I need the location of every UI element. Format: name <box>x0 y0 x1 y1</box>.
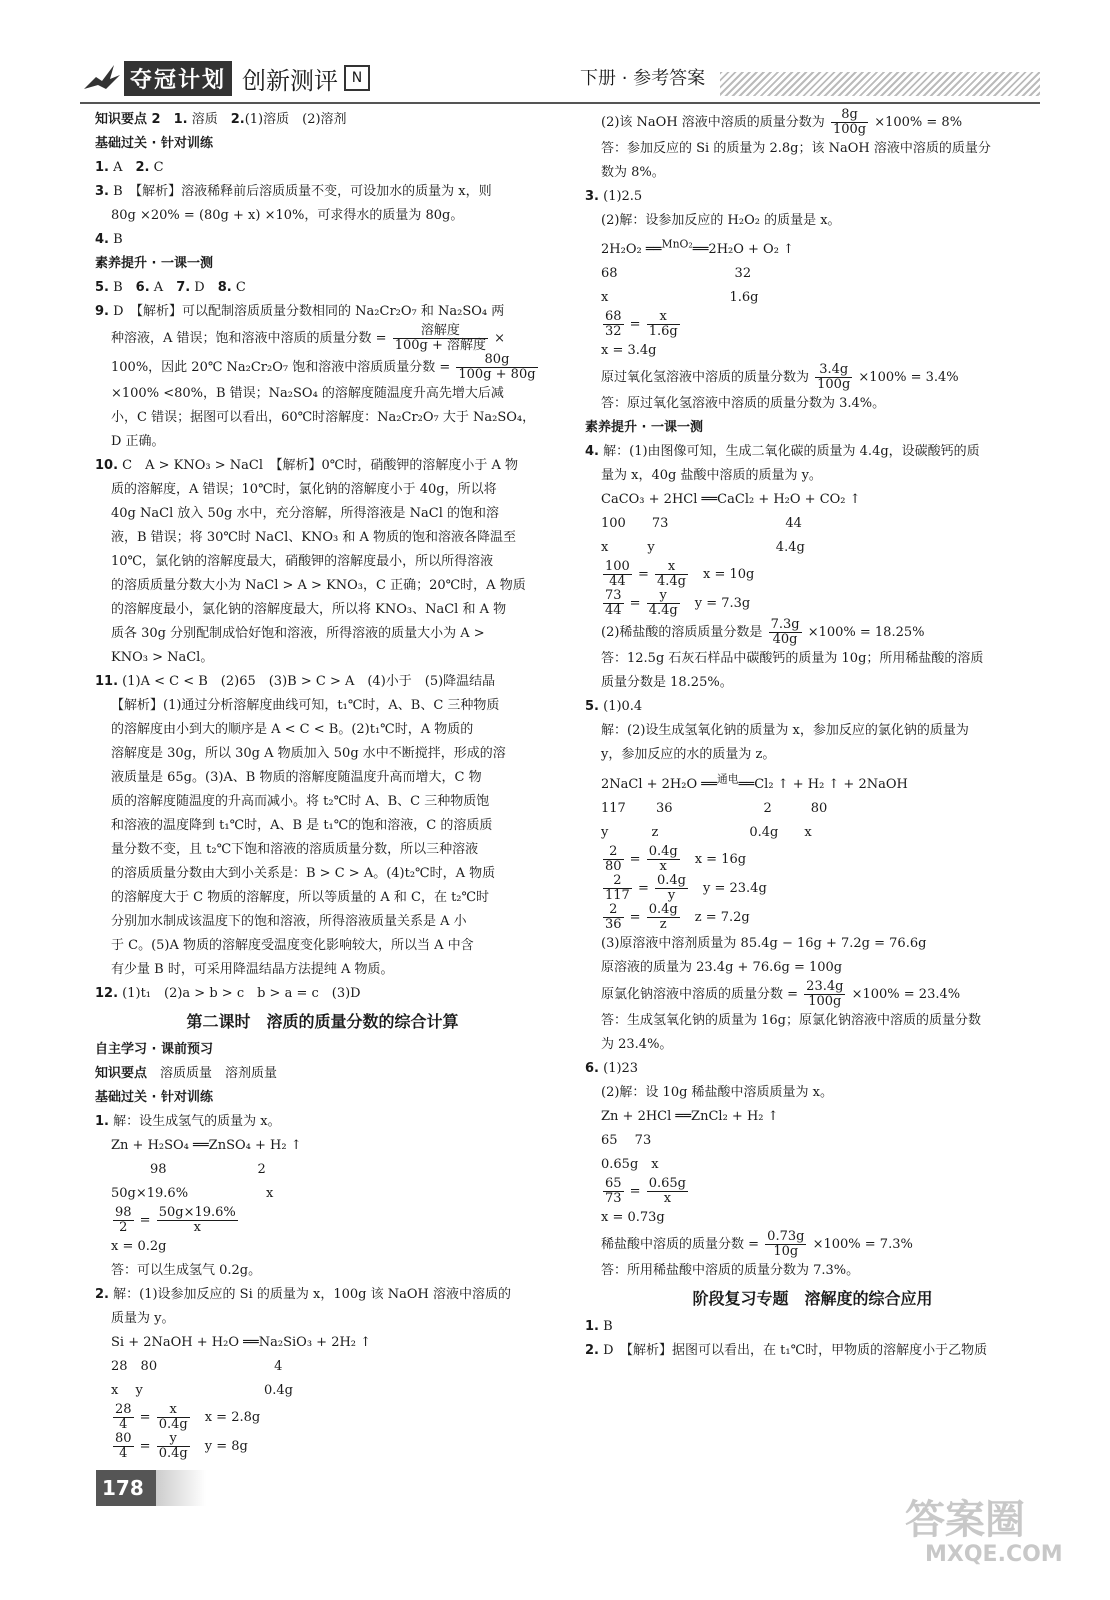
left-text-line: 12. (1)t₁ (2)a > b > c b > a = c (3)D <box>95 986 361 1001</box>
right-text-line: 质量分数是 18.25%。 <box>601 675 733 691</box>
right-text-line: (2)解：设 10g 稀盐酸中溶质质量为 x。 <box>601 1084 834 1100</box>
left-text-line: 28 80 4 <box>111 1359 283 1374</box>
right-text-line: 65 73 <box>601 1132 652 1148</box>
left-text-line: 知识要点 2 1. 溶质 2.(1)溶质 (2)溶剂 <box>95 112 347 127</box>
header-decoration <box>720 72 1040 96</box>
left-text-line: 10. C A > KNO₃ > NaCl 【解析】0℃时，硝酸钾的溶解度小于 A 物 <box>95 458 518 473</box>
left-text-line: 40g NaCl 放入 50g 水中，充分溶解，所得溶液是 NaCl 的饱和溶 <box>111 506 499 521</box>
left-text-line: Zn + H₂SO₄ ══ZnSO₄ + H₂ ↑ <box>111 1138 302 1153</box>
right-text-line: 5. (1)0.4 <box>585 699 643 715</box>
logo-subtitle: 创新测评 <box>242 66 339 95</box>
right-text-line: x y 4.4g <box>601 540 805 556</box>
right-text-line: (2)解：设参加反应的 H₂O₂ 的质量是 x。 <box>601 213 841 228</box>
logo-badge: N <box>344 65 370 91</box>
right-text-line: 答：所用稀盐酸中溶质的质量分数为 7.3%。 <box>601 1262 860 1278</box>
left-text-line: x = 0.2g <box>111 1239 167 1254</box>
right-text-line: 稀盐酸中溶质的质量分数 = $\frac{0.73g}{10g}$ ×100% = 7.3% <box>601 1228 913 1259</box>
right-text-line: 答：参加反应的 Si 的质量为 2.8g；该 NaOH 溶液中溶质的质量分 <box>601 141 991 156</box>
left-text-line: Si + 2NaOH + H₂O ══Na₂SiO₃ + 2H₂ ↑ <box>111 1335 372 1350</box>
left-text-line: 有少量 B 时，可采用降温结晶方法提纯 A 物质。 <box>111 962 394 977</box>
right-text-line: 68 32 <box>601 266 752 282</box>
right-text-line: 原氯化钠溶液中溶质的质量分数 = $\frac{23.4g}{100g}$ ×100% = 23.4% <box>601 978 961 1009</box>
left-text-line: $\frac{98}{2}$ = $\frac{50g\times 19.6\%}{x}$ <box>115 1205 236 1235</box>
left-text-line: 5. B 6. A 7. D 8. C <box>95 280 246 295</box>
watermark-url: MXQE.COM <box>925 1542 1063 1567</box>
right-text-line: $\frac{2}{117}$ = $\frac{0.4g}{y}$ y = 23.4g <box>605 872 767 903</box>
left-text-line: 第二课时 溶质的质量分数的综合计算 <box>186 1012 459 1031</box>
left-text-line: $\frac{80}{4}$ = $\frac{y}{0.4g}$ y = 8g <box>115 1431 248 1461</box>
right-column <box>585 108 1040 1363</box>
right-text-line: 0.65g x <box>601 1156 659 1172</box>
left-text-line: 质量为 y。 <box>111 1311 175 1326</box>
left-text-line: 质的溶解度，A 错误；10℃时，氯化钠的溶解度小于 40g，所以将 <box>111 482 497 497</box>
left-text-line: 2. 解：(1)设参加反应的 Si 的质量为 x，100g 该 NaOH 溶液中溶质的 <box>95 1287 511 1302</box>
right-text-line: 为 23.4%。 <box>601 1036 673 1052</box>
right-text-line: 117 36 2 80 <box>601 800 828 816</box>
brand-logo <box>80 56 370 100</box>
left-text-line: 【解析】(1)通过分析溶解度曲线可知，t₁℃时，A、B、C 三种物质 <box>111 698 500 713</box>
logo-text: 夺冠计划 <box>124 61 232 96</box>
right-text-line: 素养提升 · 一课一测 <box>585 420 703 436</box>
right-text-line: 1. B <box>585 1318 613 1334</box>
runner-logo-icon <box>80 59 122 97</box>
left-text-line: 1. A 2. C <box>95 160 164 175</box>
left-text-line: D 正确。 <box>111 434 165 449</box>
right-text-line: (3)原溶液中溶剂质量为 85.4g − 16g + 7.2g = 76.6g <box>601 935 927 951</box>
right-text-line: 答：12.5g 石灰石样品中碳酸钙的质量为 10g；所用稀盐酸的溶质 <box>601 651 984 667</box>
right-text-line: $\frac{100}{44}$ = $\frac{x}{4.4g}$ x = 10g <box>605 559 755 590</box>
right-text-line: 解：(2)设生成氢氧化钠的质量为 x，参加反应的氯化钠的质量为 <box>601 723 969 739</box>
right-text-line: CaCO₃ + 2HCl ══CaCl₂ + H₂O + CO₂ ↑ <box>601 492 861 508</box>
left-text-line: 的溶质质量分数由大到小关系是：B > C > A。(4)t₂℃时，A 物质 <box>111 866 496 881</box>
right-text-line: x = 0.73g <box>601 1209 665 1225</box>
section-title: 下册 · 参考答案 <box>580 68 706 89</box>
left-text-line: 液质量是 65g。(3)A、B 物质的溶解度随温度升高而增大，C 物 <box>111 770 482 785</box>
page-header <box>80 56 1040 104</box>
left-column <box>95 108 550 1461</box>
left-text-line: 自主学习 · 课前预习 <box>95 1042 213 1057</box>
right-text-line: 4. 解：(1)由图像可知，生成二氧化碳的质量为 4.4g，设碳酸钙的质 <box>585 444 980 460</box>
left-text-line: 98 2 <box>111 1162 266 1177</box>
left-text-line: 质各 30g 分别配制成恰好饱和溶液，所得溶液的质量大小为 A > <box>111 626 485 641</box>
left-text-line: 100%，因此 20℃ Na₂Cr₂O₇ 饱和溶液中溶质质量分数 = $\frac{80g}{100g + 80g}$ <box>111 352 536 382</box>
left-text-line: 液，B 错误；将 30℃时 NaCl、KNO₃ 和 A 物质的饱和溶液各降温至 <box>111 530 517 545</box>
right-text-line: 3. (1)2.5 <box>585 189 643 204</box>
right-text-line: (2)该 NaOH 溶液中溶质的质量分数为 $\frac{8g}{100g}$ ×100% = 8% <box>601 107 963 137</box>
left-text-line: 的溶质质量分数大小为 NaCl > A > KNO₃，C 正确；20℃时，A 物质 <box>111 578 526 593</box>
left-text-line: 3. B 【解析】溶液稀释前后溶质质量不变，可设加水的质量为 x，则 <box>95 184 492 199</box>
left-text-line: 知识要点 溶质质量 溶剂质量 <box>95 1066 278 1081</box>
left-text-line: ×100% <80%，B 错误；Na₂SO₄ 的溶解度随温度升高先增大后减 <box>111 386 504 401</box>
left-text-line: 分别加水制成该温度下的饱和溶液，所得溶液质量关系是 A 小 <box>111 914 467 929</box>
left-text-line: 的溶解度最小，氯化钠的溶解度最大，所以将 KNO₃、NaCl 和 A 物 <box>111 602 507 617</box>
right-text-line: $\frac{2}{36}$ = $\frac{0.4g}{z}$ z = 7.2g <box>605 901 750 932</box>
left-text-line: 于 C。(5)A 物质的溶解度受温度变化影响较大，所以当 A 中含 <box>111 938 474 953</box>
right-text-line: 2H₂O₂ ══$^{MnO_2}$══2H₂O + O₂ ↑ <box>601 238 794 258</box>
right-text-line: 答：原过氧化氢溶液中溶质的质量分数为 3.4%。 <box>601 396 886 412</box>
watermark-logo: 答案圈 <box>905 1497 1025 1543</box>
right-text-line: 2. D 【解析】据图可以看出，在 t₁℃时，甲物质的溶解度小于乙物质 <box>585 1342 988 1358</box>
left-text-line: 基础过关 · 针对训练 <box>95 136 213 151</box>
left-text-line: 小，C 错误；据图可以看出，60℃时溶解度：Na₂Cr₂O₇ 大于 Na₂SO₄， <box>111 410 536 425</box>
right-text-line: Zn + 2HCl ══ZnCl₂ + H₂ ↑ <box>601 1108 779 1124</box>
right-text-line: x = 3.4g <box>601 343 657 359</box>
page-number: 178 <box>96 1470 212 1506</box>
left-text-line: 的溶解度由小到大的顺序是 A < C < B。(2)t₁℃时，A 物质的 <box>111 722 474 737</box>
right-text-line: 2NaCl + 2H₂O ══$^{通电}$══Cl₂ ↑ + H₂ ↑ + 2NaOH <box>601 772 908 792</box>
right-text-line: y z 0.4g x <box>601 824 812 840</box>
right-text-line: 阶段复习专题 溶解度的综合应用 <box>692 1288 933 1308</box>
right-text-line: 6. (1)23 <box>585 1060 639 1076</box>
left-text-line: x y 0.4g <box>111 1383 293 1398</box>
left-text-line: $\frac{28}{4}$ = $\frac{x}{0.4g}$ x = 2.8g <box>115 1402 261 1432</box>
header-rule <box>80 102 1040 104</box>
right-text-line: 原溶液的质量为 23.4g + 76.6g = 100g <box>601 959 843 975</box>
left-text-line: 9. D 【解析】可以配制溶质质量分数相同的 Na₂Cr₂O₇ 和 Na₂SO₄ 两 <box>95 304 505 319</box>
left-text-line: 溶解度是 30g，所以 30g A 物质加入 50g 水中不断搅拌，形成的溶 <box>111 746 506 761</box>
right-text-line: (2)稀盐酸的溶质质量分数是 $\frac{7.3g}{40g}$ ×100% = 18.25% <box>601 617 925 648</box>
right-text-line: 数为 8%。 <box>601 165 665 180</box>
right-text-line: $\frac{73}{44}$ = $\frac{y}{4.4g}$ y = 7.3g <box>605 588 751 619</box>
left-text-line: 和溶液的温度降到 t₁℃时，A、B 是 t₁℃的饱和溶液，C 的溶质质 <box>111 818 493 833</box>
left-text-line: 11. (1)A < C < B (2)65 (3)B > C > A (4)小于 (5)降温结晶 <box>95 674 496 689</box>
left-text-line: 10℃，氯化钠的溶解度最大，硝酸钾的溶解度最小，所以所得溶液 <box>111 554 494 569</box>
left-text-line: 4. B <box>95 232 123 247</box>
left-text-line: KNO₃ > NaCl。 <box>111 650 214 665</box>
left-text-line: 质的溶解度随温度的升高而减小。将 t₂℃时 A、B、C 三种物质饱 <box>111 794 490 809</box>
watermark <box>905 1488 1085 1588</box>
right-text-line: y，参加反应的水的质量为 z。 <box>601 747 776 763</box>
right-text-line: x 1.6g <box>601 290 759 306</box>
right-text-line: 答：生成氢氧化钠的质量为 16g；原氯化钠溶液中溶质的质量分数 <box>601 1012 981 1028</box>
right-text-line: $\frac{68}{32}$ = $\frac{x}{1.6g}$ <box>605 309 678 340</box>
right-text-line: 量为 x，40g 盐酸中溶质的质量为 y。 <box>601 468 822 484</box>
left-text-line: 50g×19.6% x <box>111 1186 274 1201</box>
left-text-line: 1. 解：设生成氢气的质量为 x。 <box>95 1114 281 1129</box>
right-text-line: $\frac{65}{73}$ = $\frac{0.65g}{x}$ <box>605 1175 686 1206</box>
right-text-line: 100 73 44 <box>601 516 802 532</box>
left-text-line: 量分数不变，且 t₂℃下饱和溶液的溶质质量分数，所以三种溶液 <box>111 842 479 857</box>
right-text-line: $\frac{2}{80}$ = $\frac{0.4g}{x}$ x = 16g <box>605 843 747 874</box>
left-text-line: 种溶液，A 错误；饱和溶液中溶质的质量分数 = $\frac{\text{溶解度}}{\text{100g + 溶解度}}$ × <box>111 323 506 353</box>
left-text-line: 的溶解度大于 C 物质的溶解度，所以等质量的 A 和 C，在 t₂℃时 <box>111 890 490 905</box>
left-text-line: 基础过关 · 针对训练 <box>95 1090 213 1105</box>
left-text-line: 80g ×20% = (80g + x) ×10%，可求得水的质量为 80g。 <box>111 208 464 223</box>
left-text-line: 答：可以生成氢气 0.2g。 <box>111 1263 262 1278</box>
left-text-line: 素养提升 · 一课一测 <box>95 256 213 271</box>
right-text-line: 原过氧化氢溶液中溶质的质量分数为 $\frac{3.4g}{100g}$ ×100% = 3.4% <box>601 362 959 393</box>
